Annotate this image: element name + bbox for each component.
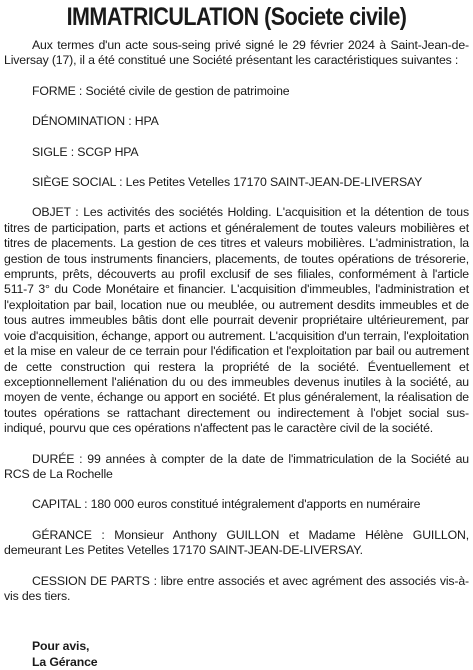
- sigle-paragraph: SIGLE : SCGP HPA: [32, 144, 139, 159]
- forme-paragraph: FORME : Société civile de gestion de patrimoine: [32, 83, 290, 98]
- cession-paragraph: CESSION DE PARTS : libre entre associés et avec agrément des associés vis-à-vis des tiers.: [4, 573, 469, 603]
- denomination-paragraph: DÉNOMINATION : HPA: [32, 114, 159, 129]
- siege-paragraph: SIÈGE SOCIAL : Les Petites Vetelles 17170 SAINT-JEAN-DE-LIVERSAY: [32, 175, 423, 190]
- intro-paragraph: Aux termes d'un acte sous-seing privé signé le 29 février 2024 à Saint-Jean-de-Liversay (17), il a été constitué une Société présentant les caractéristiques suivantes :: [4, 38, 469, 68]
- notice-title: IMMATRICULATION (Societe civile): [66, 3, 407, 31]
- duree-paragraph: DURÉE : 99 années à compter de la date de l'immatriculation de la Société au RCS de La Rochelle: [4, 451, 469, 481]
- gerance-paragraph: GÉRANCE : Monsieur Anthony GUILLON et Madame Hélène GUILLON, demeurant Les Petites Vetelles 17170 SAINT-JEAN-DE-LIVERSAY.: [4, 527, 469, 558]
- signature-block: [4, 638, 469, 670]
- objet-paragraph: OBJET : Les activités des sociétés Holding. L'acquisition et la détention de tous titres de participation, parts et actions et généralement de toutes valeurs mobilières et titres de placements. La gestion de ces titres et valeurs mobilières. L'administration, la gestion de tous instruments financiers, placements, de toutes opérations de trésorerie, emprunts, prêts, découverts au profil exclusif de ses filiales, conformément à l'article 511-7 3° du Code Monétaire et financier. L'acquisition d'immeubles, l'administration et l'exploitation par bail, location nue ou meublée, ou autrement desdits immeubles et de tous autres immeubles bâtis dont elle pourrait devenir propriétaire ultérieurement, par voie d'acquisition, échange, apport ou autrement. L'acquisition d'un terrain, l'exploitation et la mise en valeur de ce terrain pour l'édification et l'exploitation par bail ou autrement de cette construction qui restera la propriété de la société. Éventuellement et exceptionnellement l'aliénation du ou des immeubles devenus inutiles à la société, au moyen de vente, échange ou apport en société. Et plus généralement, la réalisation de toutes opérations se rattachant directement ou indirectement à l'objet social sus-indiqué, pourvu que ces opérations n'affectent pas le caractère civil de la société.: [4, 205, 469, 436]
- signature-line-pour-avis: Pour avis,: [32, 639, 90, 654]
- capital-paragraph: CAPITAL : 180 000 euros constitué intégralement d'apports en numéraire: [32, 497, 421, 512]
- signature-line-gerance: La Gérance: [32, 655, 98, 670]
